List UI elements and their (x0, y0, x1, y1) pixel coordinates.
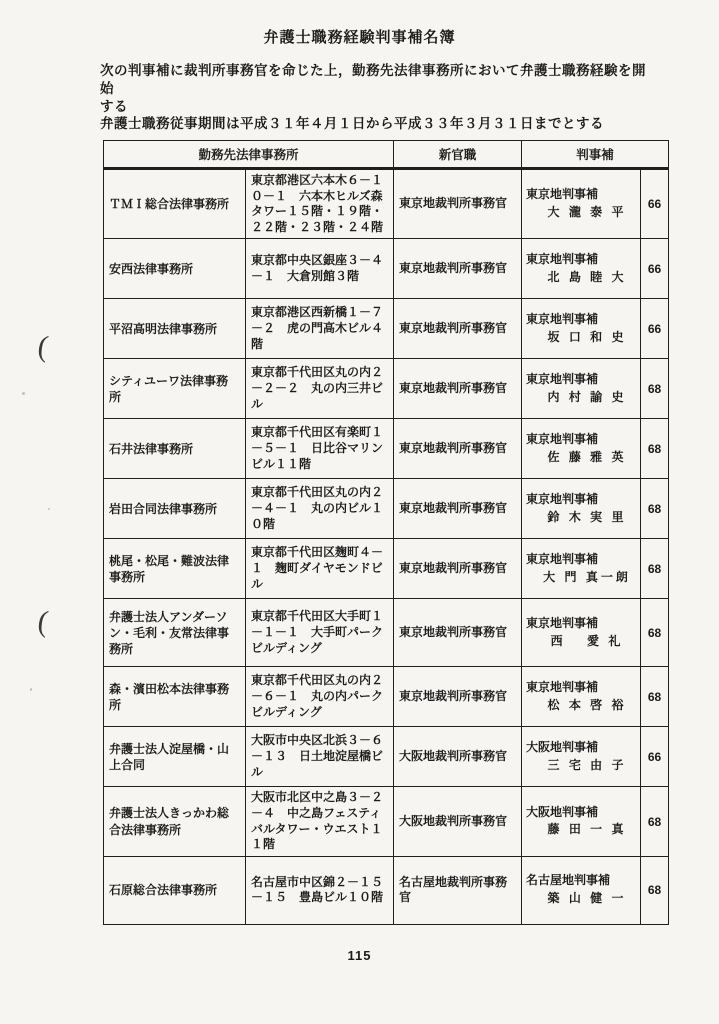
post-cell: 東京地裁判所事務官 (394, 299, 522, 359)
class-number-cell: 68 (641, 479, 669, 539)
judge-court: 東京地判事補 (526, 492, 599, 507)
class-number-cell: 68 (641, 419, 669, 479)
firm-cell: 弁護士法人淀屋橋・山上合同 (104, 727, 246, 787)
binding-mark: ( (35, 604, 51, 639)
header-row (104, 141, 669, 169)
post-cell: 東京地裁判所事務官 (394, 239, 522, 299)
class-number-cell: 68 (641, 856, 669, 924)
judge-court: 東京地判事補 (526, 312, 599, 327)
judge-name: 大 瀧 泰 平 (547, 204, 627, 219)
judge-cell (522, 359, 641, 419)
intro-line-1: 次の判事補に裁判所事務官を命じた上，勤務先法律事務所において弁護士職務経験を開始 (100, 63, 646, 96)
class-number-cell: 68 (641, 359, 669, 419)
intro-line-2: する (100, 98, 128, 114)
firm-cell: 安西法律事務所 (104, 239, 246, 299)
judge-cell (522, 539, 641, 599)
address-cell: 東京都千代田区大手町１－１－１ 大手町パークビルディング (246, 599, 394, 667)
page-title: 弁護士職務経験判事補名簿 (263, 29, 456, 46)
judge-cell (522, 787, 641, 856)
judge-name: 鈴 木 実 里 (547, 509, 627, 524)
header-new-post: 新官職 (394, 141, 522, 169)
post-cell: 東京地裁判所事務官 (394, 667, 522, 727)
judge-name: 坂 口 和 史 (547, 329, 627, 344)
table-row (104, 299, 669, 359)
intro-paragraph (100, 62, 652, 133)
judge-court: 東京地判事補 (526, 616, 599, 631)
header-office: 勤務先法律事務所 (104, 141, 394, 169)
post-cell: 東京地裁判所事務官 (394, 169, 522, 239)
firm-cell: 弁護士法人アンダーソン・毛利・友常法律事務所 (104, 599, 246, 667)
address-cell: 東京都千代田区丸の内２－６－１ 丸の内パークビルディング (246, 667, 394, 727)
scan-speck (22, 392, 25, 395)
class-number-cell: 66 (641, 299, 669, 359)
scan-speck (30, 688, 32, 691)
judge-cell (522, 299, 641, 359)
post-cell: 東京地裁判所事務官 (394, 479, 522, 539)
table-row (104, 359, 669, 419)
class-number-cell: 66 (641, 239, 669, 299)
judge-name: 松 本 啓 裕 (547, 697, 627, 712)
address-cell: 東京都千代田区麹町４－１ 麹町ダイヤモンドビル (246, 539, 394, 599)
firm-cell: 桃尾・松尾・難波法律事務所 (104, 539, 246, 599)
class-number-cell: 66 (641, 169, 669, 239)
post-cell: 大阪地裁判所事務官 (394, 787, 522, 856)
firm-cell: 森・濱田松本法律事務所 (104, 667, 246, 727)
firm-cell: 弁護士法人きっかわ総合法律事務所 (104, 787, 246, 856)
table-row (104, 727, 669, 787)
judge-cell (522, 479, 641, 539)
firm-cell: 岩田合同法律事務所 (104, 479, 246, 539)
judge-court: 大阪地判事補 (526, 804, 599, 819)
address-cell: 東京都千代田区丸の内２－２－２ 丸の内三井ビル (246, 359, 394, 419)
table-row (104, 787, 669, 856)
scan-speck (48, 508, 50, 510)
judge-court: 東京地判事補 (526, 432, 599, 447)
judge-court: 大阪地判事補 (526, 740, 599, 755)
post-cell: 東京地裁判所事務官 (394, 359, 522, 419)
judge-court: 東京地判事補 (526, 187, 599, 202)
address-cell: 大阪市中央区北浜３－６－１３ 日土地淀屋橋ビル (246, 727, 394, 787)
judge-cell (522, 169, 641, 239)
table-row (104, 599, 669, 667)
judge-name: 西 愛 礼 (550, 633, 624, 648)
page-number: 115 (347, 948, 372, 963)
judge-cell (522, 599, 641, 667)
judge-name: 内 村 諭 史 (547, 389, 627, 404)
post-cell: 東京地裁判所事務官 (394, 599, 522, 667)
judge-court: 東京地判事補 (526, 680, 599, 695)
binding-mark: ( (35, 329, 51, 364)
judge-name: 三 宅 由 子 (547, 757, 627, 772)
table-row (104, 169, 669, 239)
address-cell: 名古屋市中区錦２－１５－１５ 豊島ビル１０階 (246, 856, 394, 924)
firm-cell: 石原総合法律事務所 (104, 856, 246, 924)
firm-cell: ＴＭＩ総合法律事務所 (104, 169, 246, 239)
class-number-cell: 68 (641, 667, 669, 727)
class-number-cell: 68 (641, 787, 669, 856)
intro-line-3: 弁護士職務従事期間は平成３１年４月１日から平成３３年３月３１日までとする (100, 116, 604, 132)
judge-name: 大 門 真一朗 (543, 569, 631, 584)
judge-court: 東京地判事補 (526, 372, 599, 387)
table-row (104, 479, 669, 539)
header-judge: 判事補 (522, 141, 669, 169)
judge-name: 北 島 睦 大 (547, 269, 627, 284)
address-cell: 大阪市北区中之島３－２－４ 中之島フェスティバルタワー・ウエスト１１階 (246, 787, 394, 856)
judge-cell (522, 727, 641, 787)
table-row (104, 239, 669, 299)
address-cell: 東京都千代田区丸の内２－４－１ 丸の内ビル１０階 (246, 479, 394, 539)
post-cell: 大阪地裁判所事務官 (394, 727, 522, 787)
post-cell: 名古屋地裁判所事務官 (394, 856, 522, 924)
post-cell: 東京地裁判所事務官 (394, 419, 522, 479)
firm-cell: 平沼高明法律事務所 (104, 299, 246, 359)
judge-name: 佐 藤 雅 英 (547, 449, 627, 464)
address-cell: 東京都千代田区有楽町１－５－１ 日比谷マリンビル１１階 (246, 419, 394, 479)
class-number-cell: 66 (641, 727, 669, 787)
class-number-cell: 68 (641, 539, 669, 599)
table-row (104, 419, 669, 479)
firm-cell: 石井法律事務所 (104, 419, 246, 479)
table-row (104, 539, 669, 599)
judge-cell (522, 856, 641, 924)
address-cell: 東京都港区西新橋１－７－２ 虎の門高木ビル４階 (246, 299, 394, 359)
address-cell: 東京都中央区銀座３－４－１ 大倉別館３階 (246, 239, 394, 299)
judge-name: 築 山 健 一 (547, 891, 627, 906)
firm-cell: シティユーワ法律事務所 (104, 359, 246, 419)
judge-cell (522, 667, 641, 727)
judge-cell (522, 419, 641, 479)
judge-court: 東京地判事補 (526, 252, 599, 267)
address-cell: 東京都港区六本木６－１０－１ 六本木ヒルズ森タワー１５階・１９階・２２階・２３階・２４階 (246, 169, 394, 239)
post-cell: 東京地裁判所事務官 (394, 539, 522, 599)
table-row (104, 667, 669, 727)
judge-court: 名古屋地判事補 (526, 873, 611, 888)
judge-name: 藤 田 一 真 (547, 822, 627, 837)
judge-cell (522, 239, 641, 299)
class-number-cell: 68 (641, 599, 669, 667)
table-row (104, 856, 669, 924)
judge-court: 東京地判事補 (526, 552, 599, 567)
judges-register-table (103, 140, 669, 925)
